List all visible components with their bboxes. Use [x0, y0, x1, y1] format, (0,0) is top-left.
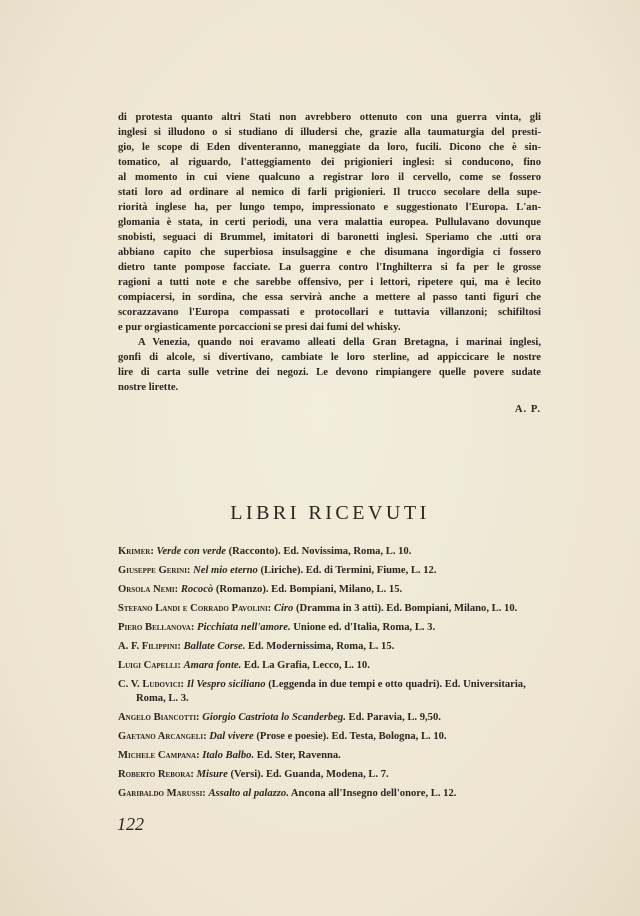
- book-entry: [118, 602, 548, 616]
- book-author: Roberto Rebora:: [118, 769, 194, 780]
- book-author: Stefano Landi e Corrado Pavolini:: [118, 603, 272, 614]
- article-line: e pur orgiasticamente porcaccioni se presi dai fumi del whisky.: [118, 322, 401, 333]
- book-title: Dal vivere: [209, 731, 254, 742]
- book-title: Italo Balbo.: [202, 750, 255, 761]
- book-entry: [118, 564, 548, 578]
- book-author: C. V. Ludovici:: [118, 679, 185, 690]
- book-author: Gaetano Arcangeli:: [118, 731, 207, 742]
- book-title: Amara fonte.: [183, 660, 242, 671]
- page-number: 122: [117, 814, 144, 834]
- article-line: abbiano capito che superbiosa insulsaggine e che disumana ingordigia ci fossero: [118, 247, 541, 258]
- book-title: Misure: [196, 769, 228, 780]
- book-details: Ed. La Grafia, Lecco, L. 10.: [241, 660, 370, 671]
- book-details: Ed. Paravia, L. 9,50.: [345, 712, 441, 723]
- book-title: Nel mio eterno: [193, 565, 258, 576]
- book-author: Orsola Nemi:: [118, 584, 179, 595]
- book-details: Ed. Ster, Ravenna.: [254, 750, 341, 761]
- book-details: (Prose e poesie). Ed. Testa, Bologna, L. 10.: [253, 731, 447, 742]
- book-entry: [118, 749, 548, 763]
- book-title: Assalto al palazzo.: [208, 788, 289, 799]
- book-details: (Romanzo). Ed. Bompiani, Milano, L. 15.: [213, 584, 403, 595]
- article-line: glomania è stata, in certi periodi, una vera malattia europea. Pullulavano dovunque: [118, 217, 541, 228]
- book-entry: [118, 730, 548, 744]
- book-author: Garibaldo Marussi:: [118, 788, 206, 799]
- book-entry: [118, 768, 548, 782]
- article-line: scorazzavano l'Europa compassati e protocollari e tuttavia villanzoni; schifiltosi: [118, 307, 541, 318]
- book-details: Ancona all'Insegno dell'onore, L. 12.: [288, 788, 457, 799]
- book-details: (Racconto). Ed. Novissima, Roma, L. 10.: [225, 546, 412, 557]
- book-title: Picchiata nell'amore.: [197, 622, 291, 633]
- book-entry: [118, 787, 548, 801]
- book-details: Unione ed. d'Italia, Roma, L. 3.: [290, 622, 436, 633]
- book-entry: [118, 583, 548, 597]
- book-entry: [118, 711, 548, 725]
- article-text: [118, 110, 541, 395]
- book-author: Krimer:: [118, 546, 154, 557]
- article-line: riorità inglese ha, per lungo tempo, impressionato e suggestionato l'Europa. L'an-: [118, 202, 541, 213]
- book-title: Verde con verde: [156, 546, 226, 557]
- article-line: di protesta quanto altri Stati non avrebbero ottenuto con una guerra vinta, gli: [118, 112, 541, 123]
- book-author: Piero Bellanova:: [118, 622, 195, 633]
- book-title: Ciro: [273, 603, 294, 614]
- article-line: gio, le scope di Eden diventeranno, maneggiate da loro, fucili. Dicono che è sin-: [118, 142, 541, 153]
- books-received-list: [118, 545, 548, 801]
- book-author: Giuseppe Gerini:: [118, 565, 191, 576]
- book-details: (Leggenda in due tempi e otto quadri). Ed. Universitaria, Roma, L. 3.: [136, 679, 526, 704]
- book-entry: [118, 659, 548, 673]
- book-title: Il Vespro siciliano: [186, 679, 266, 690]
- article-line: dietro tante pompose facciate. La guerra contro l'Inghilterra si fa per le grosse: [118, 262, 541, 273]
- book-entry: [118, 678, 548, 706]
- article-line: stati loro ad ordinare al nemico di farli prigionieri. Il trucco secolare della supe-: [118, 187, 541, 198]
- article-line: tomatico, al riguardo, l'atteggiamento dei prigionieri inglesi: si conducono, fino: [118, 157, 541, 168]
- book-author: A. F. Filippini:: [118, 641, 181, 652]
- book-title: Giorgio Castriota lo Scanderbeg.: [202, 712, 346, 723]
- author-signature: A. P.: [514, 404, 541, 415]
- book-entry: [118, 545, 548, 559]
- article-line: A Venezia, quando noi eravamo alleati della Gran Bretagna, i marinai inglesi,: [138, 337, 541, 348]
- book-title: Rococò: [180, 584, 214, 595]
- article-line: inglesi si illudono o si studiano di illudersi che, grazie alla taumaturgia del presti-: [118, 127, 541, 138]
- section-title: LIBRI RICEVUTI: [230, 502, 430, 524]
- book-author: Michele Campana:: [118, 750, 200, 761]
- article-line: lire di carta sulle vetrine dei negozi. Le devono rimpiangere quelle povere sudate: [118, 367, 541, 378]
- book-details: (Dramma in 3 atti). Ed. Bompiani, Milano, L. 10.: [293, 603, 518, 614]
- article-line: al momento in cui viene qualcuno a registrar loro il cervello, come se fossero: [118, 172, 541, 183]
- book-details: Ed. Modernissima, Roma, L. 15.: [245, 641, 395, 652]
- book-entry: [118, 621, 548, 635]
- book-author: Angelo Biancotti:: [118, 712, 200, 723]
- book-entry: [118, 640, 548, 654]
- article-line: nostre lirette.: [118, 382, 179, 393]
- article-line: ragioni a tutti note e che sarebbe offensivo, per i lettori, ripetere qui, ma è lecito: [118, 277, 541, 288]
- book-author: Luigi Capelli:: [118, 660, 181, 671]
- article-line: snobisti, seguaci di Brummel, imitatori di baronetti inglesi. Speriamo che .utti ora: [118, 232, 541, 243]
- lower-section: [118, 545, 548, 835]
- book-details: (Liriche). Ed. di Termini, Fiume, L. 12.: [257, 565, 437, 576]
- book-details: (Versi). Ed. Guanda, Modena, L. 7.: [227, 769, 389, 780]
- article-line: compiacersi, in sordina, che essa servirà anche a mettere al passo tanti figuri che: [118, 292, 541, 303]
- article-line: gonfi di alcole, si divertivano, cambiate le loro sterline, ad appiccicare le nostre: [118, 352, 541, 363]
- book-title: Ballate Corse.: [183, 641, 246, 652]
